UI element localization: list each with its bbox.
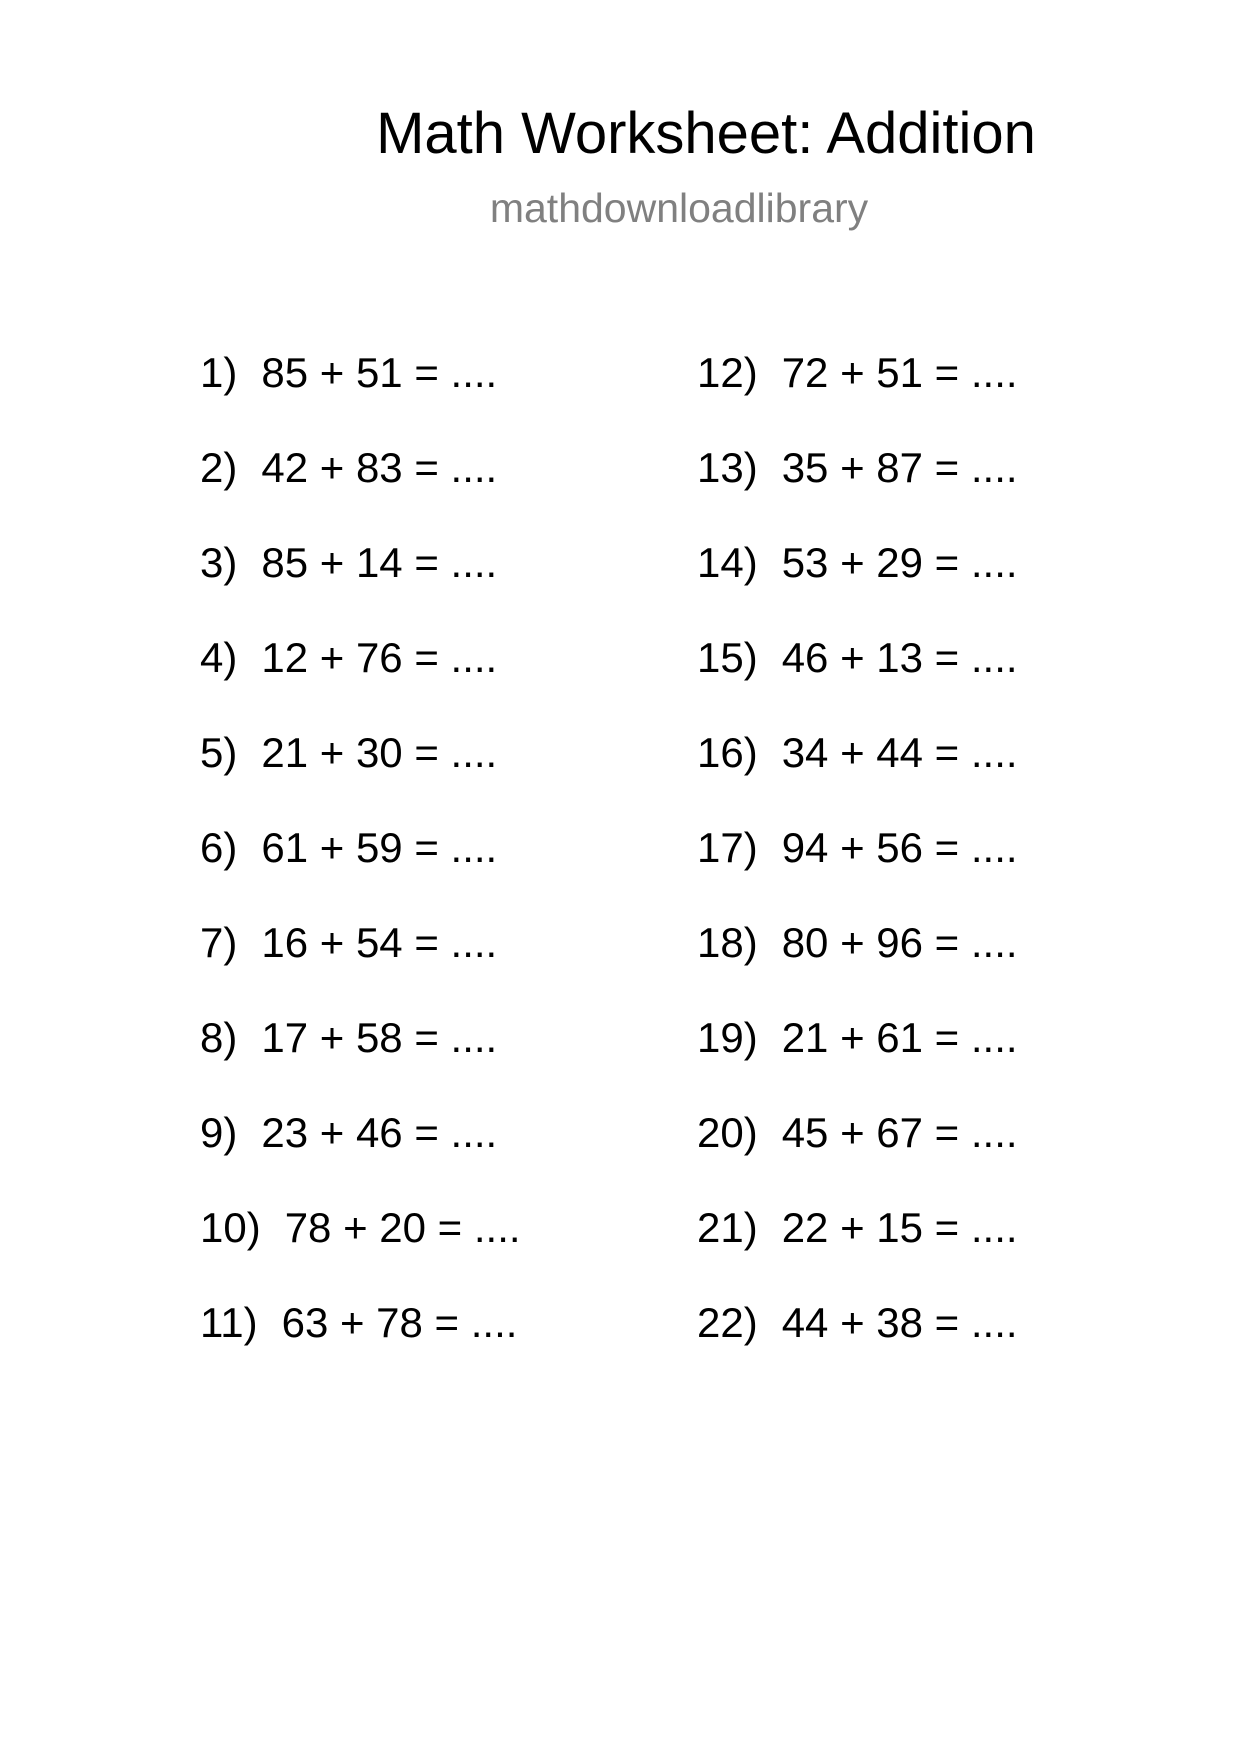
problem-item xyxy=(200,628,521,723)
problem-expression: 21 + 30 = .... xyxy=(261,729,498,776)
problem-item xyxy=(697,913,1018,1008)
left-problem-column xyxy=(200,343,521,1388)
problem-item xyxy=(697,1198,1018,1293)
problem-item xyxy=(697,533,1018,628)
problem-expression: 42 + 83 = .... xyxy=(261,444,498,491)
problem-expression: 16 + 54 = .... xyxy=(261,919,498,966)
problem-number: 20) xyxy=(697,1109,758,1156)
problem-expression: 85 + 14 = .... xyxy=(261,539,498,586)
problem-expression: 46 + 13 = .... xyxy=(781,634,1018,681)
problem-expression: 94 + 56 = .... xyxy=(781,824,1018,871)
problem-item xyxy=(697,343,1018,438)
problem-expression: 34 + 44 = .... xyxy=(781,729,1018,776)
problem-number: 18) xyxy=(697,919,758,966)
problem-number: 21) xyxy=(697,1204,758,1251)
problem-item xyxy=(697,723,1018,818)
problem-item xyxy=(697,1008,1018,1103)
problem-expression: 61 + 59 = .... xyxy=(261,824,498,871)
problem-expression: 53 + 29 = .... xyxy=(781,539,1018,586)
problem-number: 7) xyxy=(200,919,238,966)
problem-number: 13) xyxy=(697,444,758,491)
problem-number: 14) xyxy=(697,539,758,586)
problem-item xyxy=(200,913,521,1008)
problem-expression: 17 + 58 = .... xyxy=(261,1014,498,1061)
problem-number: 19) xyxy=(697,1014,758,1061)
problem-expression: 21 + 61 = .... xyxy=(781,1014,1018,1061)
problem-expression: 78 + 20 = .... xyxy=(284,1204,521,1251)
problem-number: 22) xyxy=(697,1299,758,1346)
problem-number: 5) xyxy=(200,729,238,776)
problem-number: 4) xyxy=(200,634,238,681)
problem-number: 1) xyxy=(200,349,238,396)
problem-number: 15) xyxy=(697,634,758,681)
problem-item xyxy=(200,343,521,438)
problem-number: 8) xyxy=(200,1014,238,1061)
problem-number: 17) xyxy=(697,824,758,871)
problem-item xyxy=(200,533,521,628)
problem-item xyxy=(200,1008,521,1103)
problem-number: 11) xyxy=(200,1299,258,1346)
problem-item xyxy=(200,1293,521,1388)
problem-item xyxy=(697,1103,1018,1198)
problem-number: 6) xyxy=(200,824,238,871)
problem-item xyxy=(697,818,1018,913)
problem-item xyxy=(200,438,521,533)
right-problem-column xyxy=(697,343,1018,1388)
problem-expression: 12 + 76 = .... xyxy=(261,634,498,681)
problem-expression: 22 + 15 = .... xyxy=(781,1204,1018,1251)
problem-number: 12) xyxy=(697,349,758,396)
problem-item xyxy=(697,1293,1018,1388)
problem-expression: 63 + 78 = .... xyxy=(281,1299,518,1346)
problem-expression: 80 + 96 = .... xyxy=(781,919,1018,966)
problem-number: 10) xyxy=(200,1204,261,1251)
problem-item xyxy=(697,628,1018,723)
problem-item xyxy=(697,438,1018,533)
problem-expression: 23 + 46 = .... xyxy=(261,1109,498,1156)
problem-item xyxy=(200,1103,521,1198)
problem-number: 16) xyxy=(697,729,758,776)
problem-number: 9) xyxy=(200,1109,238,1156)
problem-item xyxy=(200,818,521,913)
problem-expression: 85 + 51 = .... xyxy=(261,349,498,396)
problem-item xyxy=(200,1198,521,1293)
problem-number: 2) xyxy=(200,444,238,491)
problem-expression: 45 + 67 = .... xyxy=(781,1109,1018,1156)
problem-expression: 35 + 87 = .... xyxy=(781,444,1018,491)
problem-number: 3) xyxy=(200,539,238,586)
page-subtitle: mathdownloadlibrary xyxy=(489,185,869,231)
problem-expression: 72 + 51 = .... xyxy=(781,349,1018,396)
page-title: Math Worksheet: Addition xyxy=(376,101,1036,166)
problem-expression: 44 + 38 = .... xyxy=(781,1299,1018,1346)
problem-item xyxy=(200,723,521,818)
